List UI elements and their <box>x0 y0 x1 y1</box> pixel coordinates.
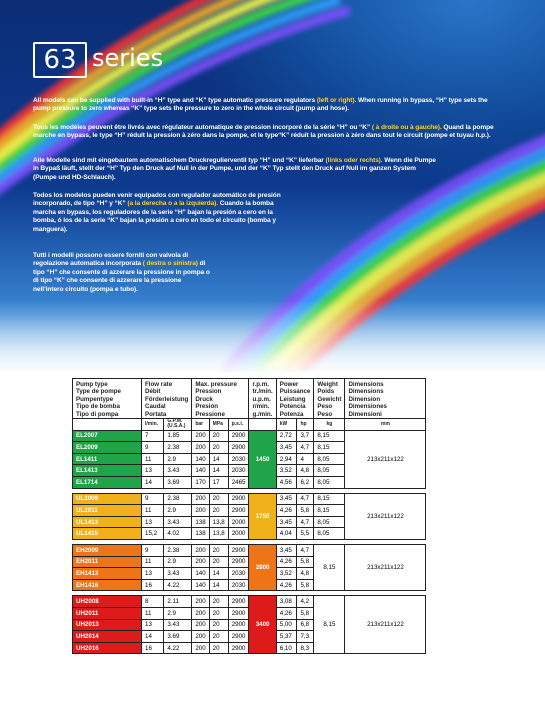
series-number-badge: 63 <box>33 42 87 78</box>
cell-pressure-psi: 2900 <box>228 493 249 505</box>
cell-flow-gpm: 3.43 <box>164 516 192 528</box>
cell-pressure-psi: 2000 <box>228 528 249 540</box>
cell-pressure-bar: 200 <box>192 631 209 643</box>
cell-weight: 8,15 <box>314 430 345 442</box>
cell-weight: 8,05 <box>314 516 345 528</box>
cell-flow-lmin: 14 <box>142 631 164 643</box>
cell-flow-lmin: 13 <box>142 619 164 631</box>
cell-pressure-mpa: 13,8 <box>209 528 228 540</box>
cell-power-hp: 4,2 <box>297 596 314 608</box>
cell-power-kw: 4,26 <box>276 579 297 591</box>
cell-power-hp: 5,8 <box>297 579 314 591</box>
cell-power-kw: 4,04 <box>276 528 297 540</box>
cell-power-kw: 3,08 <box>276 596 297 608</box>
cell-power-kw: 2,94 <box>276 453 297 465</box>
cell-power-hp: 5,8 <box>297 505 314 517</box>
cell-flow-lmin: 16 <box>142 642 164 654</box>
cell-model: EL1411 <box>73 453 142 465</box>
cell-flow-gpm: 3.69 <box>164 477 192 489</box>
specifications-table <box>72 378 426 654</box>
cell-pressure-psi: 2900 <box>228 642 249 654</box>
cell-model: UL2009 <box>73 493 142 505</box>
cell-weight: 8,15 <box>314 544 345 590</box>
cell-pressure-bar: 200 <box>192 619 209 631</box>
cell-power-hp: 5,5 <box>297 528 314 540</box>
cell-flow-lmin: 7 <box>142 430 164 442</box>
series-label: series <box>92 44 164 72</box>
cell-model: EH1413 <box>73 568 142 580</box>
cell-pressure-bar: 200 <box>192 607 209 619</box>
cell-pressure-mpa: 14 <box>209 465 228 477</box>
cell-pressure-psi: 2030 <box>228 579 249 591</box>
cell-rpm: 1750 <box>249 493 276 539</box>
intro-it: Tutti i modelli possono essere forniti con valvola di regolazione automatica incorporata ( destra o sinistra) di tipo “H” che consente di azzerare la pressione in pompa o di tipo “K” che consente di azzerare la pressione nell’intero circuito (pompa e tubo). <box>33 252 210 293</box>
cell-pressure-mpa: 20 <box>209 505 228 517</box>
col-header-pressure: Max. pressure Pression Druck Presión Pressione <box>192 379 249 419</box>
cell-pressure-bar: 200 <box>192 505 209 517</box>
intro-en: All models can be supplied with built-in “H” type and “K” type automatic pressure regulators (left or right). When running in bypass, “H” type sets the pump pressure to zero whereas “K” type sets the pressure to zero in the whole circuit (pump and hose). <box>33 97 488 113</box>
table-row <box>73 596 426 608</box>
cell-power-kw: 3,45 <box>276 442 297 454</box>
cell-power-hp: 4,7 <box>297 442 314 454</box>
cell-flow-gpm: 2.9 <box>164 556 192 568</box>
cell-pressure-psi: 2030 <box>228 568 249 580</box>
cell-weight: 8,15 <box>314 596 345 654</box>
unit-lmin: l/min. <box>142 419 164 431</box>
cell-model: UH2011 <box>73 607 142 619</box>
intro-es: Todos los modelos pueden venir equipados con regulador automático de presión incorporado, de tipo “H” y “K” (a la derecha o a la izquierda). Cuando la bomba marcha en bypass, los reguladores de la serie “H” bajan la presión a cero en la bomba, ó los de la serie “K” bajan la presión a cero en todo el circuito (bomba y manguera). <box>33 192 281 233</box>
cell-weight: 8,15 <box>314 442 345 454</box>
cell-pressure-bar: 170 <box>192 477 209 489</box>
col-header-weight: Weight Poids Gewicht Peso Peso <box>314 379 345 419</box>
table-units-row <box>73 419 426 431</box>
col-header-rpm: r.p.m. tr./min. u.p.m. r/min. g./min. <box>249 379 276 419</box>
table-row <box>73 430 426 442</box>
cell-power-hp: 4,7 <box>297 544 314 556</box>
cell-pressure-mpa: 20 <box>209 442 228 454</box>
cell-pressure-bar: 140 <box>192 453 209 465</box>
cell-flow-lmin: 11 <box>142 607 164 619</box>
cell-power-hp: 8,3 <box>297 642 314 654</box>
cell-pressure-mpa: 20 <box>209 544 228 556</box>
cell-power-hp: 4 <box>297 453 314 465</box>
cell-power-hp: 4,8 <box>297 568 314 580</box>
cell-power-kw: 3,45 <box>276 544 297 556</box>
cell-flow-lmin: 13 <box>142 568 164 580</box>
cell-pressure-psi: 2900 <box>228 505 249 517</box>
cell-pressure-bar: 138 <box>192 516 209 528</box>
cell-model: EH2009 <box>73 544 142 556</box>
cell-pressure-mpa: 13,8 <box>209 516 228 528</box>
cell-rpm: 1450 <box>249 430 276 488</box>
cell-pressure-mpa: 14 <box>209 568 228 580</box>
cell-flow-lmin: 15,2 <box>142 528 164 540</box>
cell-power-kw: 3,45 <box>276 516 297 528</box>
table-row <box>73 544 426 556</box>
cell-flow-gpm: 2.38 <box>164 544 192 556</box>
cell-pressure-psi: 2900 <box>228 556 249 568</box>
cell-weight: 8,15 <box>314 493 345 505</box>
cell-pressure-bar: 200 <box>192 493 209 505</box>
cell-power-hp: 6,8 <box>297 619 314 631</box>
cell-pressure-mpa: 14 <box>209 453 228 465</box>
cell-weight: 8,05 <box>314 453 345 465</box>
cell-flow-lmin: 13 <box>142 516 164 528</box>
cell-flow-gpm: 4.22 <box>164 642 192 654</box>
cell-pressure-psi: 2900 <box>228 631 249 643</box>
cell-model: UH2013 <box>73 619 142 631</box>
col-header-power: Power Puissance Leistung Potencia Potenza <box>276 379 314 419</box>
cell-model: UL1415 <box>73 528 142 540</box>
cell-power-kw: 3,52 <box>276 568 297 580</box>
unit-kg: kg <box>314 419 345 431</box>
cell-dimensions: 213x211x122 <box>345 596 426 654</box>
cell-flow-gpm: 3.43 <box>164 568 192 580</box>
cell-pressure-mpa: 20 <box>209 607 228 619</box>
cell-pressure-bar: 200 <box>192 544 209 556</box>
cell-model: UL2011 <box>73 505 142 517</box>
cell-pressure-bar: 138 <box>192 528 209 540</box>
cell-pressure-bar: 140 <box>192 579 209 591</box>
cell-flow-gpm: 2.9 <box>164 607 192 619</box>
cell-pressure-mpa: 14 <box>209 579 228 591</box>
cell-weight: 8,05 <box>314 528 345 540</box>
cell-pressure-psi: 2900 <box>228 430 249 442</box>
cell-pressure-bar: 200 <box>192 430 209 442</box>
unit-gpm: G.P.M. (U.S.A.) <box>164 419 192 431</box>
cell-flow-gpm: 4.22 <box>164 579 192 591</box>
cell-pressure-mpa: 20 <box>209 493 228 505</box>
cell-pressure-bar: 140 <box>192 568 209 580</box>
cell-flow-lmin: 11 <box>142 453 164 465</box>
cell-pressure-psi: 2900 <box>228 596 249 608</box>
cell-power-kw: 4,26 <box>276 556 297 568</box>
cell-power-hp: 7,3 <box>297 631 314 643</box>
col-header-dimensions: Dimensions Dimensions Dimension Dimensiones Dimensioni <box>345 379 426 419</box>
cell-flow-gpm: 3.43 <box>164 465 192 477</box>
intro-fr: Tous les modèles peuvent être livrés avec régulateur automatique de pression incorporé de la série “H” ou “K” ( à droite ou à gauche). Quand la pompe marche en bypass, le type “H” réduit la pression à zéro dans la pompe, et le type“K” réduit la pression à zéro dans tout le circuit (pompe et tuyau h.p.). <box>33 124 494 140</box>
unit-kw: kW <box>276 419 297 431</box>
cell-pressure-mpa: 17 <box>209 477 228 489</box>
cell-rpm: 2800 <box>249 544 276 590</box>
cell-pressure-bar: 200 <box>192 642 209 654</box>
cell-flow-lmin: 16 <box>142 579 164 591</box>
cell-dimensions: 213x211x122 <box>345 430 426 488</box>
unit-hp: hp <box>297 419 314 431</box>
cell-model: UH2008 <box>73 596 142 608</box>
cell-power-hp: 4,7 <box>297 516 314 528</box>
cell-power-kw: 6,10 <box>276 642 297 654</box>
cell-power-hp: 4,8 <box>297 465 314 477</box>
cell-power-kw: 5,37 <box>276 631 297 643</box>
cell-power-kw: 4,26 <box>276 607 297 619</box>
cell-pressure-mpa: 20 <box>209 631 228 643</box>
cell-flow-gpm: 4.02 <box>164 528 192 540</box>
cell-model: UH2014 <box>73 631 142 643</box>
cell-pressure-psi: 2030 <box>228 453 249 465</box>
cell-power-hp: 4,7 <box>297 493 314 505</box>
cell-model: UL1413 <box>73 516 142 528</box>
cell-flow-lmin: 11 <box>142 505 164 517</box>
cell-model: EL2009 <box>73 442 142 454</box>
cell-power-hp: 5,8 <box>297 607 314 619</box>
cell-power-kw: 3,45 <box>276 493 297 505</box>
cell-pressure-psi: 2900 <box>228 607 249 619</box>
col-header-flow: Flow rate Débit Förderleistung Caudal Portata <box>142 379 192 419</box>
cell-flow-gpm: 2.9 <box>164 453 192 465</box>
cell-pressure-psi: 2030 <box>228 465 249 477</box>
cell-model: EH1416 <box>73 579 142 591</box>
cell-dimensions: 213x211x122 <box>345 544 426 590</box>
cell-pressure-psi: 2465 <box>228 477 249 489</box>
cell-flow-gpm: 2.38 <box>164 493 192 505</box>
cell-pressure-psi: 2900 <box>228 619 249 631</box>
table-header-row <box>73 379 426 419</box>
cell-pressure-mpa: 20 <box>209 619 228 631</box>
cell-flow-gpm: 2.9 <box>164 505 192 517</box>
cell-flow-gpm: 2.11 <box>164 596 192 608</box>
cell-flow-gpm: 3.43 <box>164 619 192 631</box>
cell-flow-lmin: 9 <box>142 544 164 556</box>
cell-pressure-mpa: 20 <box>209 642 228 654</box>
cell-flow-lmin: 8 <box>142 596 164 608</box>
unit-mm: mm <box>345 419 426 431</box>
cell-pressure-bar: 200 <box>192 442 209 454</box>
table-row <box>73 493 426 505</box>
cell-power-hp: 5,8 <box>297 556 314 568</box>
unit-psi: p.s.i. <box>228 419 249 431</box>
cell-pressure-bar: 200 <box>192 556 209 568</box>
cell-flow-lmin: 9 <box>142 493 164 505</box>
cell-weight: 8,05 <box>314 465 345 477</box>
cell-weight: 8,15 <box>314 505 345 517</box>
cell-rpm: 3400 <box>249 596 276 654</box>
cell-dimensions: 213x211x122 <box>345 493 426 539</box>
unit-bar: bar <box>192 419 209 431</box>
cell-power-hp: 3,7 <box>297 430 314 442</box>
cell-pressure-bar: 140 <box>192 465 209 477</box>
cell-flow-lmin: 9 <box>142 442 164 454</box>
cell-power-kw: 5,00 <box>276 619 297 631</box>
cell-power-kw: 3,52 <box>276 465 297 477</box>
cell-flow-gpm: 1.85 <box>164 430 192 442</box>
cell-power-kw: 2,72 <box>276 430 297 442</box>
cell-pressure-psi: 2900 <box>228 544 249 556</box>
cell-flow-lmin: 11 <box>142 556 164 568</box>
cell-flow-gpm: 3.69 <box>164 631 192 643</box>
cell-power-kw: 4,56 <box>276 477 297 489</box>
cell-model: EL1413 <box>73 465 142 477</box>
intro-de: Alle Modelle sind mit eingebautem automatischem Druckregulierventil typ “H” und “K” lieferbar (links oder rechts). Wenn die Pumpe in Bypaß läuft, stellt der “H” Typ den Druck auf Null in der Pumpe, und der “K” Typ stellt den Druck auf Null im ganzen System (Pumpe und HD-Schlauch). <box>33 157 436 181</box>
cell-pressure-mpa: 20 <box>209 430 228 442</box>
cell-model: UH2016 <box>73 642 142 654</box>
cell-model: EH2011 <box>73 556 142 568</box>
cell-power-hp: 6,2 <box>297 477 314 489</box>
unit-mpa: MPa <box>209 419 228 431</box>
cell-flow-lmin: 13 <box>142 465 164 477</box>
cell-pressure-mpa: 20 <box>209 596 228 608</box>
cell-model: EL1714 <box>73 477 142 489</box>
cell-flow-lmin: 14 <box>142 477 164 489</box>
cell-model: EL2007 <box>73 430 142 442</box>
cell-pressure-psi: 2900 <box>228 442 249 454</box>
cell-pressure-bar: 200 <box>192 596 209 608</box>
cell-power-kw: 4,26 <box>276 505 297 517</box>
cell-weight: 8,05 <box>314 477 345 489</box>
cell-flow-gpm: 2.38 <box>164 442 192 454</box>
cell-pressure-psi: 2000 <box>228 516 249 528</box>
cell-pressure-mpa: 20 <box>209 556 228 568</box>
col-header-model: Pump type Type de pompe Pumpentype Tipo de bomba Tipo di pompa <box>73 379 142 419</box>
